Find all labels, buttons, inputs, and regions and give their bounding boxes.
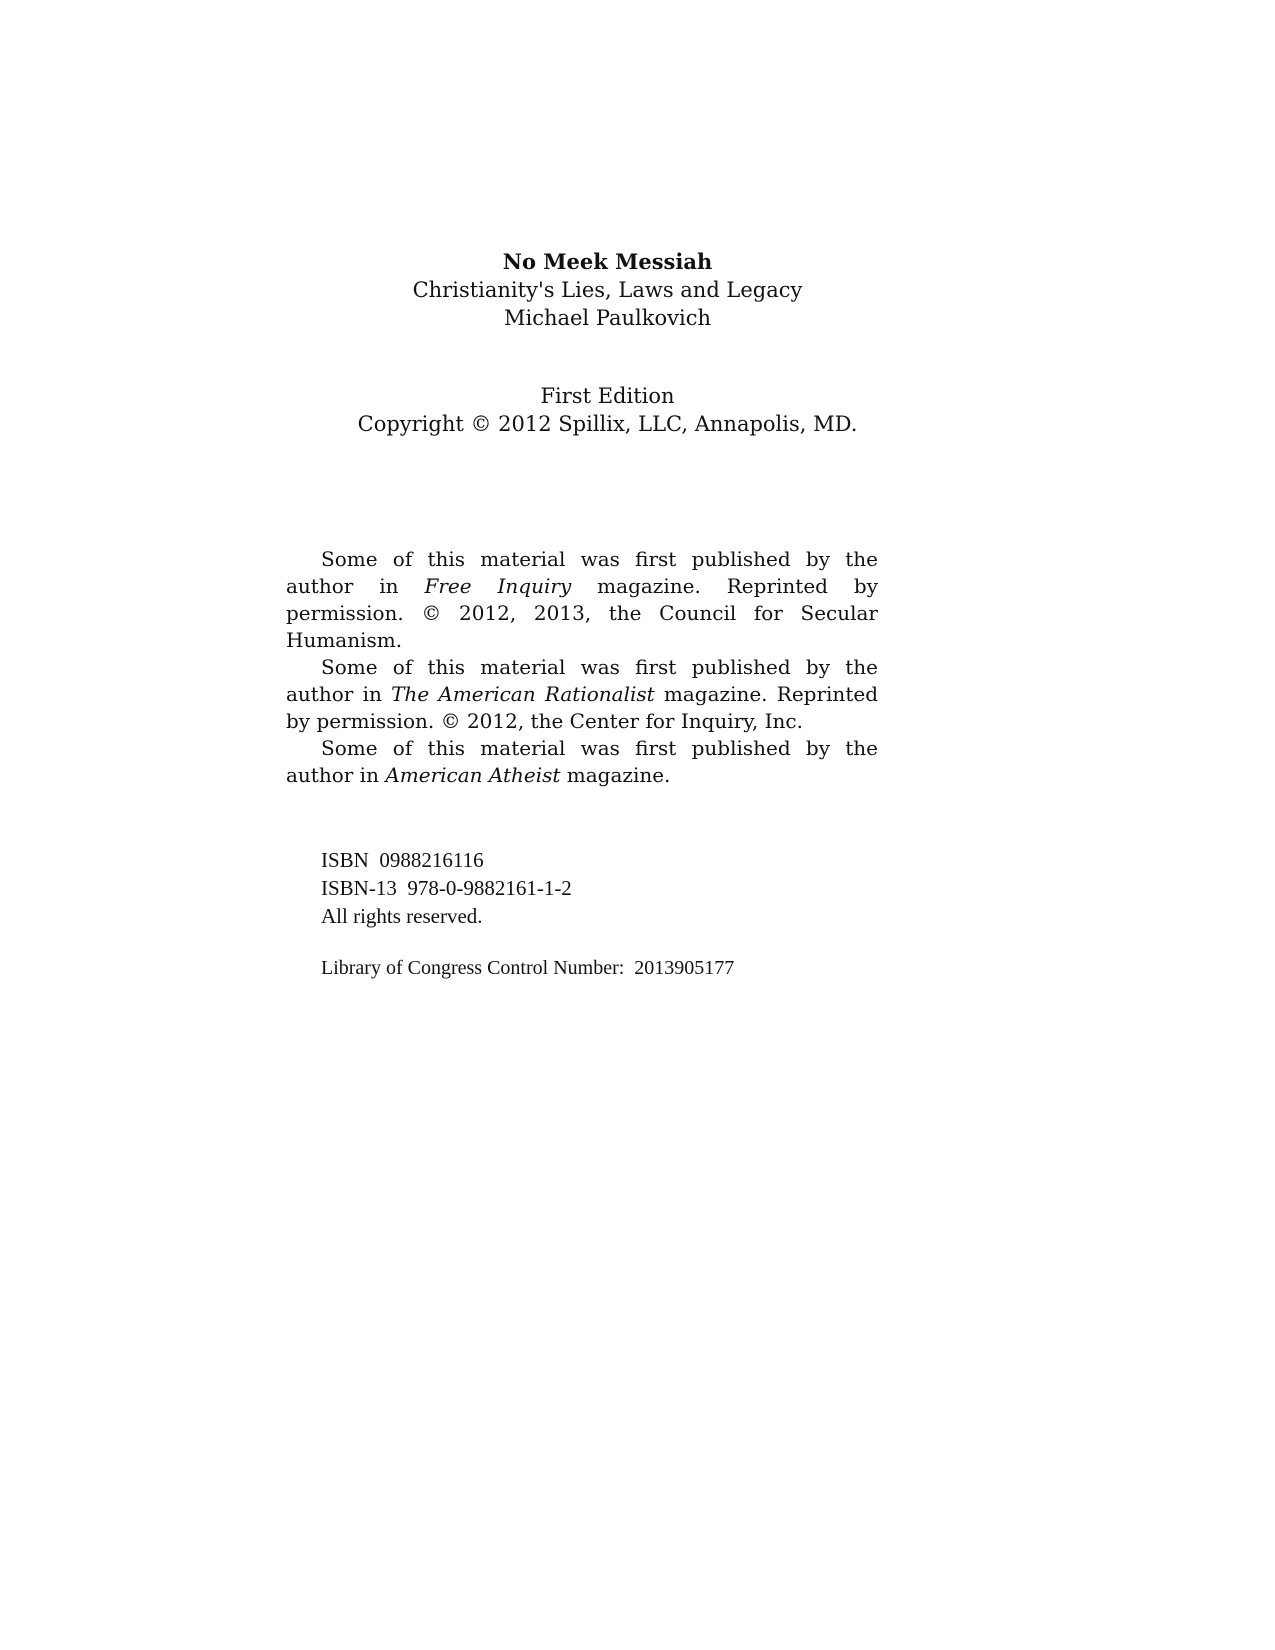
note-text: magazine. Reprinted by permission. © 2012, the Center for Inquiry, Inc.	[286, 682, 878, 733]
note-text: magazine.	[560, 763, 671, 787]
book-title: No Meek Messiah	[502, 249, 713, 274]
book-subtitle: Christianity's Lies, Laws and Legacy	[412, 278, 803, 302]
note-text: magazine. Reprinted by permission. © 2012, 2013, the Council for Secular Humanism.	[286, 574, 878, 652]
publication-name: The American Rationalist	[391, 682, 655, 706]
publication-note	[286, 735, 878, 789]
copyright-line: Copyright © 2012 Spillix, LLC, Annapolis, MD.	[357, 412, 858, 436]
isbn-13: ISBN-13 978-0-9882161-1-2	[321, 876, 572, 900]
publication-name: Free Inquiry	[424, 574, 572, 598]
isbn-block	[321, 846, 572, 930]
edition-label: First Edition	[540, 384, 675, 408]
isbn-10: ISBN 0988216116	[321, 848, 484, 872]
publication-note	[286, 654, 878, 735]
publication-note	[286, 546, 878, 654]
rights-statement: All rights reserved.	[321, 904, 483, 928]
edition-block	[0, 382, 1215, 438]
note-text: Some of this material was first published by the author in	[286, 547, 878, 598]
publication-name: American Atheist	[385, 763, 561, 787]
book-author: Michael Paulkovich	[503, 306, 712, 330]
lccn-line: Library of Congress Control Number: 2013905177	[321, 957, 735, 979]
note-text: Some of this material was first published by the author in	[286, 655, 878, 706]
title-block	[0, 248, 1215, 332]
publication-notes	[286, 546, 878, 789]
note-text: Some of this material was first published by the author in	[286, 736, 878, 787]
